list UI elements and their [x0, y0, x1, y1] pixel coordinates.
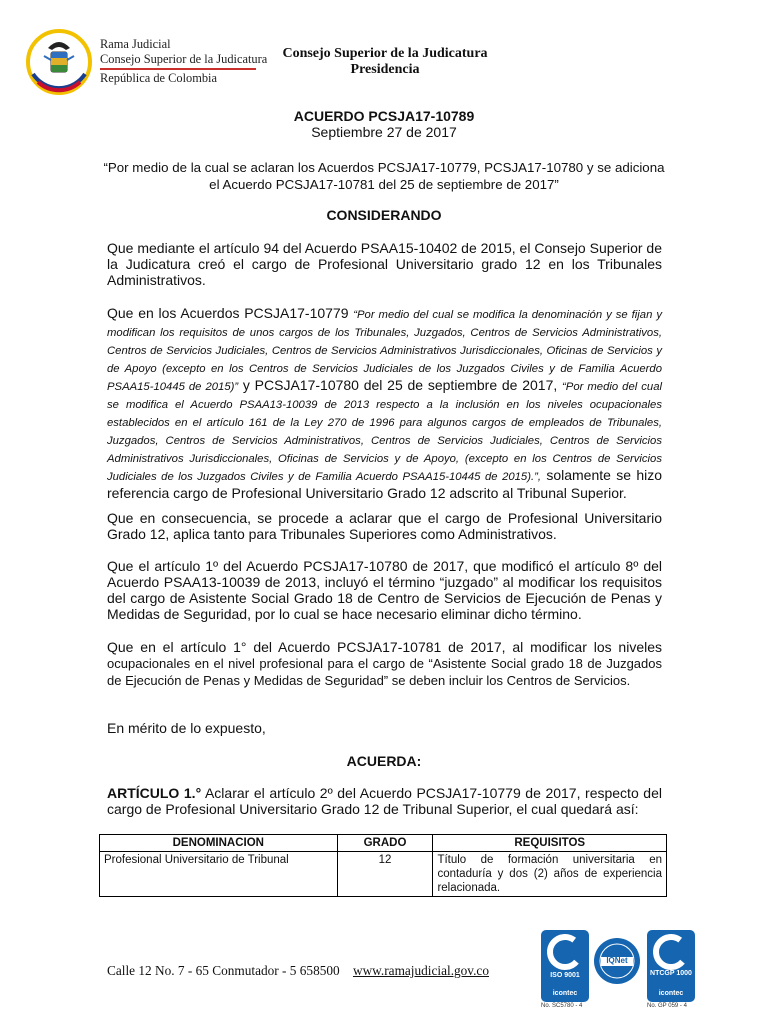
article-1-label: ARTÍCULO 1.°	[107, 785, 202, 801]
requirements-table	[99, 834, 667, 897]
iso-label: ISO 9001	[550, 972, 580, 979]
acuerda-heading: ACUERDA:	[346, 753, 422, 769]
column-header-requisitos: REQUISITOS	[433, 835, 667, 852]
icontec-c-icon	[541, 930, 589, 978]
document-title: ACUERDO PCSJA17-10789	[293, 108, 475, 124]
considerando-heading: CONSIDERANDO	[326, 207, 442, 223]
paragraph-2-tail: solamente se hizo referencia cargo de Profesional Universitario Grado 12 adscrito al Tribunal Superior.	[107, 467, 662, 501]
header-center	[250, 46, 520, 78]
header-center-title: Consejo Superior de la Judicatura	[282, 46, 488, 61]
institution-subname: Consejo Superior de la Judicatura	[100, 52, 268, 66]
paragraph-2-lead: Que en los Acuerdos PCSJA17-10779	[107, 305, 354, 321]
document-date: Septiembre 27 de 2017	[311, 124, 457, 140]
footer	[107, 963, 489, 979]
header-center-subtitle: Presidencia	[350, 62, 420, 77]
article-1-text: Aclarar el artículo 2º del Acuerdo PCSJA17-10779 de 2017, respecto del cargo de Profesional Universitario Grado 12 de Tribunal Superior, el cual quedará así:	[107, 785, 662, 817]
table-row	[100, 852, 667, 897]
header-divider	[100, 68, 256, 70]
paragraph-5-lead: Que en el artículo 1° del Acuerdo PCSJA17-10781 de 2017, al modificar los niveles	[107, 639, 662, 655]
ntcgp-1000-badge	[647, 930, 697, 1009]
paragraph-6: En mérito de lo expuesto,	[107, 720, 266, 736]
institution-block	[100, 37, 268, 85]
paragraph-3: Que en consecuencia, se procede a aclarar que el cargo de Profesional Universitario Grado 12, aplica tanto para Tribunales Superiores como Administrativos.	[107, 510, 662, 542]
cell-grado: 12	[337, 852, 433, 897]
table-header-row	[100, 835, 667, 852]
paragraph-2-quote-2: “Por medio del cual se modifica el Acuerdo PSAA13-10039 de 2013 respecto a la inclusión en los niveles ocupacionales establecidos en el artículo 161 de la Ley 270 de 1996 para algunos cargos de empleados de Tribunales, Juzgados, Centros de Servicios Administrativos, Centros de Servicios Judiciales, Centros de Servicios Administrativos Jurisdiccionales, Oficinas de Servicios y de Apoyo, (excepto en los Centros de Servicios Judiciales de los Juzgados Civiles y de Familia Acuerdo PSAA15-10445 de 2015).”,	[107, 381, 662, 483]
article-1	[107, 785, 662, 817]
iso-number: No. SC5780 - 4	[541, 1003, 583, 1009]
colombia-coat-of-arms-icon	[24, 22, 94, 98]
institution-name: Rama Judicial	[100, 37, 171, 51]
coat-of-arms-logo	[24, 22, 94, 98]
cell-denominacion: Profesional Universitario de Tribunal	[100, 852, 338, 897]
paragraph-5-tail: ocupacionales en el nivel profesional para el cargo de “Asistente Social grado 18 de Juzgados de Ejecución de Penas y Medidas de Seguridad” se deben incluir los Centros de Servicios.	[107, 656, 662, 688]
footer-website-link[interactable]: www.ramajudicial.gov.co	[352, 963, 489, 978]
iso-brand: icontec	[552, 990, 578, 997]
footer-address: Calle 12 No. 7 - 65 Conmutador - 5 658500	[107, 963, 340, 978]
iqnet-label: IQNet	[606, 956, 628, 965]
ntc-brand: icontec	[658, 990, 684, 997]
paragraph-1: Que mediante el artículo 94 del Acuerdo PSAA15-10402 de 2015, el Consejo Superior de la Judicatura creó el cargo de Profesional Universitario grado 12 en los Tribunales Administrativos.	[107, 240, 662, 288]
ntc-label: NTCGP 1000	[650, 970, 692, 977]
ntc-number: No. GP 059 - 4	[647, 1003, 687, 1009]
paragraph-5	[107, 639, 662, 689]
cell-requisitos: Título de formación universitaria en contaduría y dos (2) años de experiencia relacionada.	[433, 852, 667, 897]
column-header-denominacion: DENOMINACION	[100, 835, 338, 852]
document-subject: “Por medio de la cual se aclaran los Acuerdos PCSJA17-10779, PCSJA17-10780 y se adiciona el Acuerdo PCSJA17-10781 del 25 de septiembre de 2017”	[103, 160, 665, 192]
column-header-grado: GRADO	[337, 835, 433, 852]
iso-9001-badge	[541, 930, 591, 1009]
paragraph-2-quote-1: “Por medio del cual se modifica la denominación y se fijan y modifican los requisitos de unos cargos de los Tribunales, Juzgados, Centros de Servicios Administrativos, Centros de Servicios Judiciales, Centros de Servicios Administrativos Jurisdiccionales, Oficinas de Servicios y de Apoyo (excepto en los Centros de Servicios Judiciales de los Juzgados Civiles y de Familia Acuerdo PSAA15-10445 de 2015)”	[107, 309, 662, 393]
paragraph-2-mid: y PCSJA17-10780 del 25 de septiembre de 2017,	[238, 377, 563, 393]
country-name: República de Colombia	[100, 71, 217, 85]
paragraph-4: Que el artículo 1º del Acuerdo PCSJA17-10780 de 2017, que modificó el artículo 8º del Acuerdo PSAA13-10039 de 2013, incluyó el término “juzgado” al modificar los requisitos del cargo de Asistente Social Grado 18 de Centro de Servicios de Ejecución de Penas y Medidas de Seguridad, por lo cual se hace necesario eliminar dicho término.	[107, 558, 662, 622]
paragraph-2	[107, 305, 662, 501]
iqnet-badge	[592, 936, 642, 986]
